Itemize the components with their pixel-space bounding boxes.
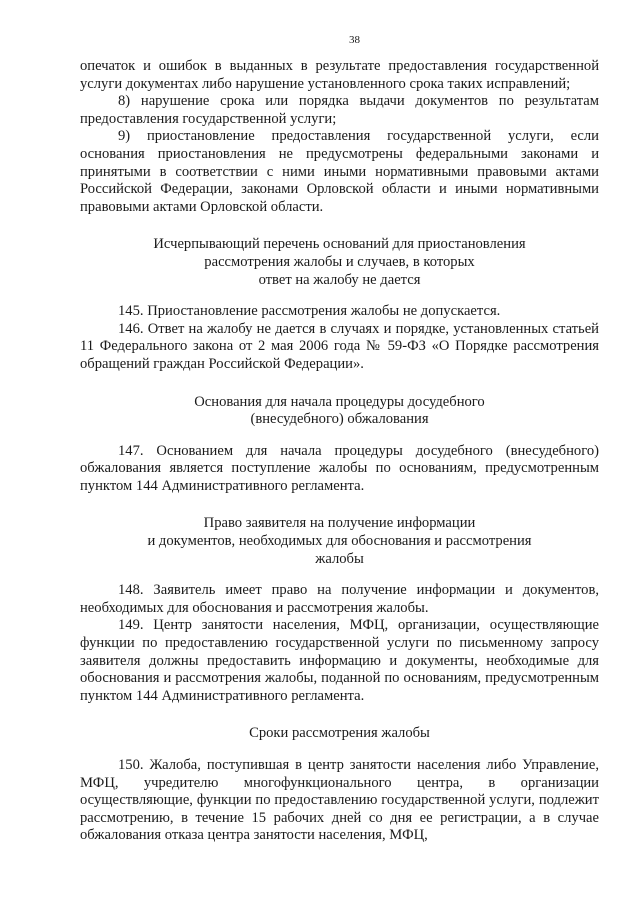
heading-line: и документов, необходимых для обоснования и рассмотрения — [147, 533, 532, 550]
heading-line: рассмотрения жалобы и случаев, в которых — [204, 253, 475, 270]
paragraph-145: 145. Приостановление рассмотрения жалобы не допускается. — [118, 303, 501, 320]
paragraph-147: 147. Основанием для начала процедуры досудебного (внесудебного) обжалования является поступление жалобы по основаниям, предусмотренным пунктом 144 Административного регламента. — [80, 442, 599, 494]
heading-line: Основания для начала процедуры досудебного — [194, 393, 485, 410]
paragraph-148: 148. Заявитель имеет право на получение информации и документов, необходимых для обоснования и рассмотрения жалобы. — [80, 582, 599, 616]
paragraph-item-9: 9) приостановление предоставления государственной услуги, если основания приостановления не предусмотрены федеральными законами и принятыми в соответствии с ними иными нормативными правовыми актами Российской Федерации, законами Орловской области и иными нормативными правовыми актами Орловской области. — [80, 128, 599, 215]
paragraph-146: 146. Ответ на жалобу не дается в случаях и порядке, установленных статьей 11 Федерального закона от 2 мая 2006 года № 59-ФЗ «О Порядке рассмотрения обращений граждан Российской Федерации». — [80, 320, 599, 372]
section-heading-review-terms — [80, 725, 599, 743]
page-number: 38 — [349, 34, 360, 46]
section-heading-suspension — [80, 236, 599, 289]
heading-line: Сроки рассмотрения жалобы — [249, 725, 430, 742]
heading-line: жалобы — [315, 550, 364, 567]
heading-line: Право заявителя на получение информации — [203, 515, 476, 532]
section-heading-grounds — [80, 394, 599, 429]
paragraph-continuation: опечаток и ошибок в выданных в результате предоставления государственной услуги документах либо нарушение установленного срока таких исправлений; — [80, 58, 599, 92]
heading-line: ответ на жалобу не дается — [258, 271, 421, 288]
heading-line: (внесудебного) обжалования — [250, 411, 429, 428]
paragraph-149: 149. Центр занятости населения, МФЦ, организации, осуществляющие функции по предоставлению государственной услуги по письменному запросу заявителя должны предоставить информацию и документы, необходимые для обоснования и рассмотрения жалобы, поданной по основаниям, предусмотренным пунктом 144 Административного регламента. — [80, 617, 599, 704]
paragraph-item-8: 8) нарушение срока или порядка выдачи документов по результатам предоставления государственной услуги; — [80, 93, 599, 127]
paragraph-150: 150. Жалоба, поступившая в центр занятости населения либо Управление, МФЦ, учредителю многофункционального центра, в организации осуществляющие, функции по предоставлению государственной услуги, подлежит рассмотрению, в течение 15 рабочих дней со дня ее регистрации, а в случае обжалования отказа центра занятости населения, МФЦ, — [80, 757, 599, 844]
section-heading-right-to-information — [80, 515, 599, 568]
heading-line: Исчерпывающий перечень оснований для приостановления — [153, 236, 526, 253]
